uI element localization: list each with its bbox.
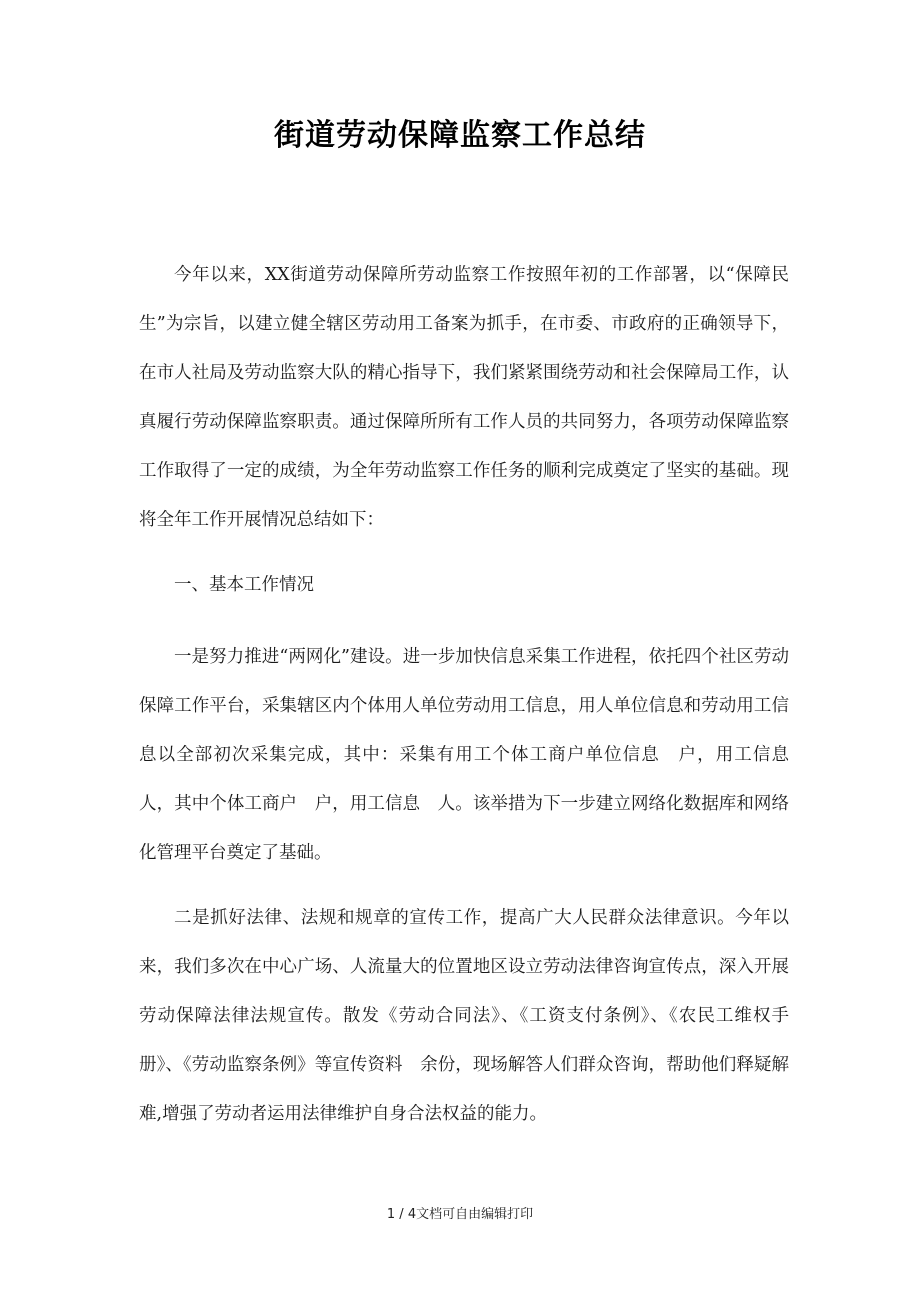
paragraph-item-1: 一是努力推进“两网化”建设。进一步加快信息采集工作进程，依托四个社区劳动保障工作平台，采集辖区内个体用人单位劳动用工信息，用人单位信息和劳动用工信息以全部初次采集完成，其中：采集有用工个体工商户单位信息 户，用工信息 人，其中个体工商户 户，用工信息 人。该举措为下一步建立网络化数据库和网络化管理平台奠定了基础。 [139, 647, 807, 863]
intro-paragraph: 今年以来，XX街道劳动保障所劳动监察工作按照年初的工作部署，以“保障民生”为宗旨，以建立健全辖区劳动用工备案为抓手，在市委、市政府的正确领导下，在市人社局及劳动监察大队的精心指导下，我们紧紧围绕劳动和社会保障局工作，认真履行劳动保障监察职责。通过保障所所有工作人员的共同努力，各项劳动保障监察工作取得了一定的成绩，为全年劳动监察工作任务的顺利完成奠定了坚实的基础。现将全年工作开展情况总结如下： [139, 265, 789, 530]
document-title: 街道劳动保障监察工作总结 [274, 118, 646, 153]
paragraph-item-2: 二是抓好法律、法规和规章的宣传工作，提高广大人民群众法律意识。今年以来，我们多次在中心广场、人流量大的位置地区设立劳动法律咨询宣传点，深入开展劳动保障法律法规宣传。散发《劳动合同法》、《工资支付条例》、《农民工维权手册》、《劳动监察条例》等宣传资料 余份，现场解答人们群众咨询，帮助他们释疑解难,增强了劳动者运用法律维护自身合法权益的能力。 [139, 908, 789, 1124]
page-footer: 1 / 4文档可自由编辑打印 [386, 1207, 534, 1222]
section-heading: 一、基本工作情况 [174, 575, 314, 595]
